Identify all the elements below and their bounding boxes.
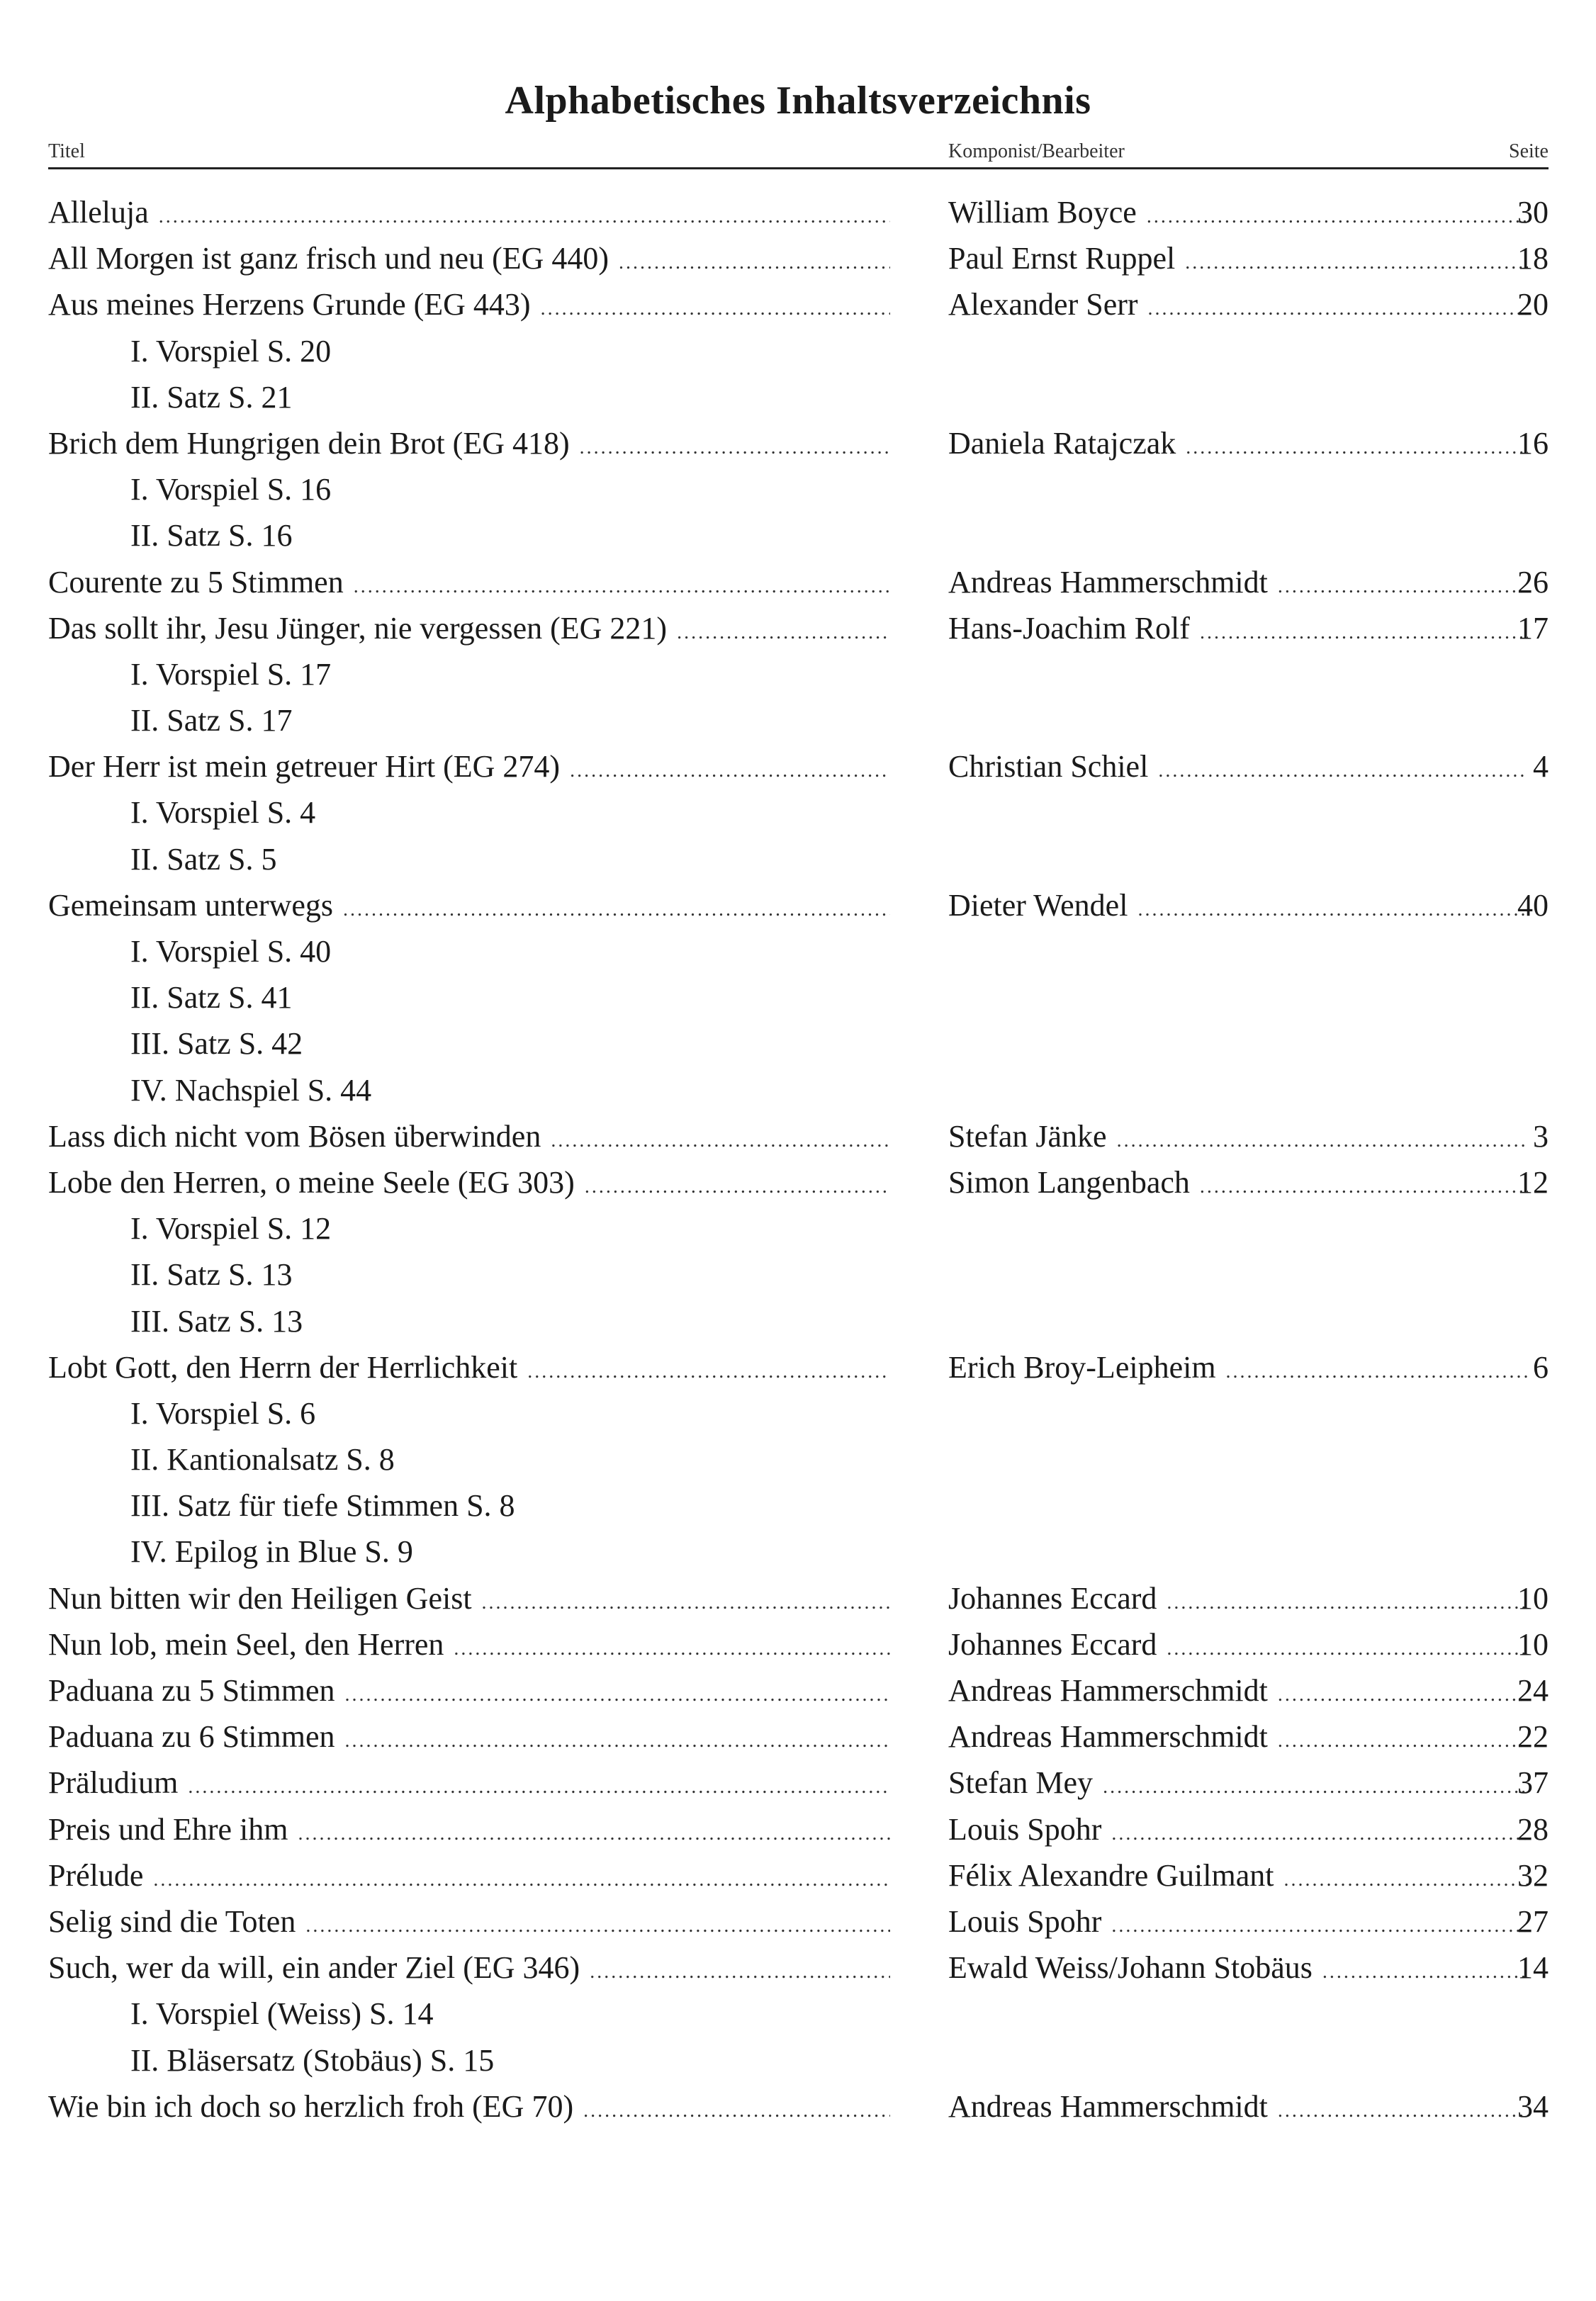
dot-leader <box>354 563 890 609</box>
dot-leader <box>1103 1764 1528 1810</box>
entry-composer: Dieter Wendel <box>948 887 1128 923</box>
entry-page-number: 34 <box>1517 2088 1549 2124</box>
dot-leader <box>305 1903 890 1949</box>
dot-leader <box>1186 424 1528 471</box>
entry-page-number: 3 <box>1533 1118 1549 1154</box>
entry-composer: Andreas Hammerschmidt <box>948 564 1268 600</box>
toc-entry <box>48 189 1549 235</box>
toc-entry <box>48 1898 1549 1945</box>
dot-leader <box>527 1349 890 1395</box>
entry-composer: Johannes Eccard <box>948 1626 1157 1662</box>
toc-entry <box>48 1575 1549 1621</box>
entry-title: Präludium <box>48 1765 179 1801</box>
entry-title: Nun lob, mein Seel, den Herren <box>48 1626 444 1662</box>
dot-leader <box>1117 1118 1528 1164</box>
dot-leader <box>677 609 890 656</box>
dot-leader <box>454 1626 890 1672</box>
entry-title: III. Satz S. 42 <box>130 1026 303 1062</box>
toc-subentry <box>48 374 1549 420</box>
entry-title: II. Satz S. 5 <box>130 841 277 877</box>
entry-page-number: 17 <box>1517 610 1549 646</box>
toc-subentry <box>48 928 1549 974</box>
table-of-contents <box>48 189 1549 2130</box>
entry-title: I. Vorspiel S. 6 <box>130 1395 316 1431</box>
entry-title: Paduana zu 6 Stimmen <box>48 1719 335 1755</box>
dot-leader <box>1148 286 1528 332</box>
entry-title: Such, wer da will, ein ander Ziel (EG 346) <box>48 1950 580 1986</box>
toc-entry <box>48 1852 1549 1898</box>
toc-subentry <box>48 2037 1549 2083</box>
toc-entry <box>48 420 1549 466</box>
entry-title: I. Vorspiel S. 4 <box>130 795 316 831</box>
dot-leader <box>1111 1811 1528 1857</box>
entry-title: II. Kantionalsatz S. 8 <box>130 1442 395 1478</box>
dot-leader <box>298 1811 890 1857</box>
dot-leader <box>570 748 890 794</box>
dot-leader <box>482 1580 890 1626</box>
entry-title: Lobt Gott, den Herrn der Herrlichkeit <box>48 1349 518 1385</box>
dot-leader <box>583 2088 890 2134</box>
dot-leader <box>345 1672 891 1718</box>
toc-entry <box>48 2083 1549 2130</box>
entry-page-number: 22 <box>1517 1719 1549 1755</box>
entry-title: Selig sind die Toten <box>48 1903 296 1939</box>
entry-page-number: 27 <box>1517 1903 1549 1939</box>
entry-page-number: 20 <box>1517 287 1549 322</box>
entry-page-number: 16 <box>1517 425 1549 461</box>
toc-entry <box>48 1667 1549 1714</box>
entry-page-number: 37 <box>1517 1765 1549 1801</box>
toc-entry <box>48 1113 1549 1159</box>
entry-page-number: 40 <box>1517 887 1549 923</box>
entry-title: Nun bitten wir den Heiligen Geist <box>48 1580 472 1616</box>
entry-page-number: 10 <box>1517 1626 1549 1662</box>
entry-title: I. Vorspiel S. 16 <box>130 472 332 507</box>
toc-subentry <box>48 974 1549 1020</box>
dot-leader <box>1185 240 1528 286</box>
entry-title: Courente zu 5 Stimmen <box>48 564 344 600</box>
entry-composer: Daniela Ratajczak <box>948 425 1176 461</box>
toc-subentry <box>48 836 1549 882</box>
toc-subentry <box>48 697 1549 743</box>
entry-page-number: 6 <box>1533 1349 1549 1385</box>
entry-title: Aus meines Herzens Grunde (EG 443) <box>48 287 531 322</box>
entry-composer: Alexander Serr <box>948 287 1138 322</box>
entry-title: Wie bin ich doch so herzlich froh (EG 70) <box>48 2088 574 2124</box>
dot-leader <box>590 1949 890 1995</box>
toc-entry <box>48 1760 1549 1806</box>
toc-subentry <box>48 1436 1549 1483</box>
dot-leader <box>1167 1580 1528 1626</box>
dot-leader <box>580 424 890 471</box>
toc-entry <box>48 1344 1549 1390</box>
entry-composer: Louis Spohr <box>948 1903 1102 1939</box>
entry-title: I. Vorspiel S. 20 <box>130 333 332 369</box>
toc-subentry <box>48 1991 1549 2037</box>
entry-title: I. Vorspiel S. 17 <box>130 656 332 692</box>
dot-leader <box>1137 887 1528 933</box>
entry-title: Alleluja <box>48 195 149 230</box>
page-title: Alphabetisches Inhaltsverzeichnis <box>505 78 1091 123</box>
entry-title: II. Satz S. 16 <box>130 518 293 553</box>
entry-composer: Simon Langenbach <box>948 1164 1190 1200</box>
entry-title: Das sollt ihr, Jesu Jünger, nie vergessen (EG 221) <box>48 610 668 646</box>
dot-leader <box>1111 1903 1528 1949</box>
dot-leader <box>153 1857 890 1903</box>
entry-composer: Johannes Eccard <box>948 1580 1157 1616</box>
entry-composer: Louis Spohr <box>948 1811 1102 1847</box>
dot-leader <box>619 240 890 286</box>
toc-entry <box>48 743 1549 789</box>
toc-subentry <box>48 1529 1549 1575</box>
column-header-composer: Komponist/Bearbeiter <box>948 140 1125 162</box>
dot-leader <box>1167 1626 1528 1672</box>
toc-subentry <box>48 1067 1549 1113</box>
dot-leader <box>159 193 890 240</box>
entry-title: IV. Epilog in Blue S. 9 <box>130 1534 413 1570</box>
entry-title: Lobe den Herren, o meine Seele (EG 303) <box>48 1164 575 1200</box>
entry-title: III. Satz S. 13 <box>130 1303 303 1339</box>
toc-subentry <box>48 1298 1549 1344</box>
entry-page-number: 30 <box>1517 195 1549 230</box>
entry-composer: Hans-Joachim Rolf <box>948 610 1190 646</box>
entry-composer: William Boyce <box>948 195 1137 230</box>
entry-composer: Paul Ernst Ruppel <box>948 241 1176 276</box>
column-header-title: Titel <box>48 140 85 162</box>
toc-subentry <box>48 651 1549 697</box>
toc-subentry <box>48 1205 1549 1251</box>
entry-page-number: 32 <box>1517 1857 1549 1893</box>
entry-title: Brich dem Hungrigen dein Brot (EG 418) <box>48 425 570 461</box>
toc-entry <box>48 882 1549 928</box>
toc-entry <box>48 281 1549 327</box>
entry-page-number: 4 <box>1533 749 1549 784</box>
dot-leader <box>343 887 890 933</box>
entry-title: II. Bläsersatz (Stobäus) S. 15 <box>130 2042 495 2078</box>
toc-entry <box>48 605 1549 651</box>
dot-leader <box>541 286 890 332</box>
dot-leader <box>1158 748 1528 794</box>
entry-title: Gemeinsam unterwegs <box>48 887 333 923</box>
entry-composer: Andreas Hammerschmidt <box>948 1673 1268 1708</box>
entry-composer: Andreas Hammerschmidt <box>948 2088 1268 2124</box>
entry-page-number: 26 <box>1517 564 1549 600</box>
entry-title: All Morgen ist ganz frisch und neu (EG 440) <box>48 241 609 276</box>
entry-title: Lass dich nicht vom Bösen überwinden <box>48 1118 541 1154</box>
entry-title: III. Satz für tiefe Stimmen S. 8 <box>130 1488 515 1524</box>
entry-composer: Ewald Weiss/Johann Stobäus <box>948 1950 1313 1986</box>
entry-title: II. Satz S. 21 <box>130 379 293 415</box>
entry-composer: Félix Alexandre Guilmant <box>948 1857 1274 1893</box>
entry-composer: Stefan Jänke <box>948 1118 1107 1154</box>
entry-page-number: 10 <box>1517 1580 1549 1616</box>
entry-composer: Christian Schiel <box>948 749 1149 784</box>
dot-leader <box>1147 193 1528 240</box>
toc-entry <box>48 1945 1549 1991</box>
dot-leader <box>585 1164 890 1210</box>
toc-entry <box>48 1714 1549 1760</box>
entry-page-number: 24 <box>1517 1673 1549 1708</box>
entry-title: Preis und Ehre ihm <box>48 1811 288 1847</box>
toc-entry <box>48 559 1549 605</box>
entry-composer: Erich Broy-Leipheim <box>948 1349 1216 1385</box>
toc-subentry <box>48 1483 1549 1529</box>
entry-title: Der Herr ist mein getreuer Hirt (EG 274) <box>48 749 561 784</box>
entry-composer: Andreas Hammerschmidt <box>948 1719 1268 1755</box>
entry-page-number: 12 <box>1517 1164 1549 1200</box>
entry-title: I. Vorspiel S. 40 <box>130 934 332 969</box>
entry-title: Prélude <box>48 1857 144 1893</box>
dot-leader <box>551 1118 890 1164</box>
entry-title: Paduana zu 5 Stimmen <box>48 1673 335 1708</box>
entry-title: I. Vorspiel (Weiss) S. 14 <box>130 1996 434 2032</box>
toc-entry <box>48 1159 1549 1205</box>
toc-subentry <box>48 328 1549 374</box>
entry-page-number: 18 <box>1517 241 1549 276</box>
dot-leader <box>188 1764 890 1810</box>
toc-subentry <box>48 1251 1549 1298</box>
toc-subentry <box>48 466 1549 512</box>
entry-title: I. Vorspiel S. 12 <box>130 1211 332 1247</box>
entry-title: II. Satz S. 17 <box>130 703 293 738</box>
entry-page-number: 28 <box>1517 1811 1549 1847</box>
toc-subentry <box>48 1020 1549 1067</box>
entry-page-number: 14 <box>1517 1950 1549 1986</box>
toc-subentry <box>48 512 1549 558</box>
toc-entry <box>48 235 1549 281</box>
column-header-page: Seite <box>1509 140 1549 162</box>
entry-title: II. Satz S. 13 <box>130 1257 293 1293</box>
toc-entry <box>48 1621 1549 1667</box>
header-divider <box>48 167 1549 169</box>
entry-title: IV. Nachspiel S. 44 <box>130 1072 372 1108</box>
dot-leader <box>345 1718 891 1764</box>
entry-title: II. Satz S. 41 <box>130 980 293 1016</box>
toc-subentry <box>48 1390 1549 1436</box>
toc-entry <box>48 1806 1549 1852</box>
entry-composer: Stefan Mey <box>948 1765 1094 1801</box>
toc-subentry <box>48 789 1549 836</box>
